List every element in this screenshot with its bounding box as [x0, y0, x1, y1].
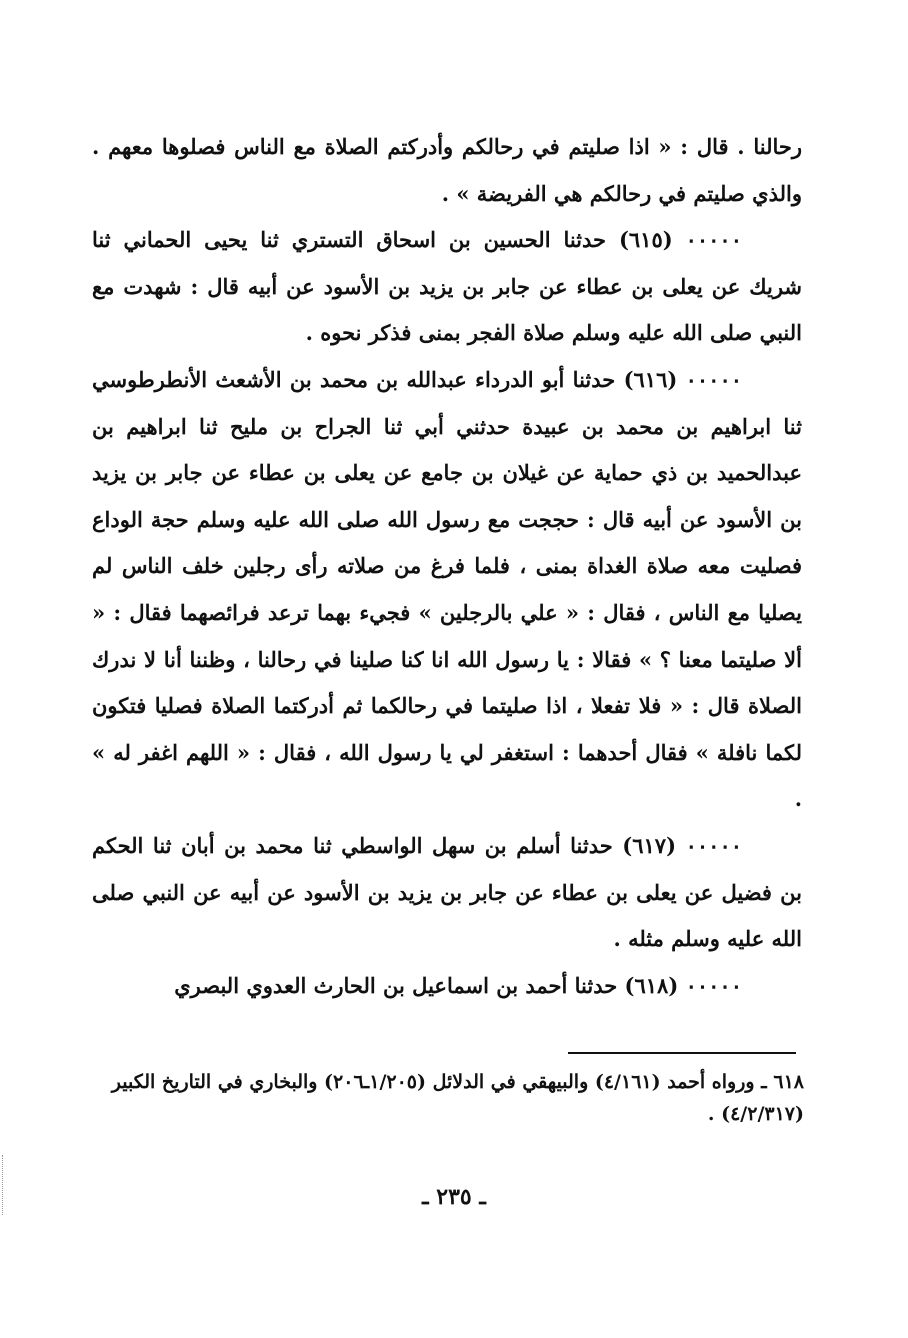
footnote: ٦١٨ ـ ورواه أحمد (٤/١٦١) والبيهقي في الدلائل (١/٢٠٥ـ٢٠٦) والبخاري في التاريخ الكبير (٤/٢/٣١٧) . — [111, 1071, 804, 1125]
main-text — [92, 124, 802, 1009]
hadith-618: ٠٠٠٠٠ (٦١٨) حدثنا أحمد بن اسماعيل بن الحارث العدوي البصري — [174, 972, 742, 998]
scan-edge-mark — [2, 1155, 5, 1215]
hadith-615: ٠٠٠٠٠ (٦١٥) حدثنا الحسين بن اسحاق التستري ثنا يحيى الحماني ثنا شريك عن يعلى بن عطاء عن جابر بن يزيد بن الأسود عن أبيه قال : شهدت مع النبي صلى الله عليه وسلم صلاة الفجر بمنى فذكر نحوه . — [92, 227, 802, 346]
paragraph-continuation: رحالنا . قال : « اذا صليتم في رحالكم وأدركتم الصلاة مع الناس فصلوها معهم . والذي صليتم في رحالكم هي الفريضة » . — [92, 134, 802, 206]
page-number: ـ ٢٣٥ ـ — [422, 1184, 486, 1210]
hadith-617: ٠٠٠٠٠ (٦١٧) حدثنا أسلم بن سهل الواسطي ثنا محمد بن أبان ثنا الحكم بن فضيل عن يعلى بن عطاء عن جابر بن يزيد بن الأسود عن أبيه عن النبي صلى الله عليه وسلم مثله . — [92, 832, 802, 952]
footnote-separator — [568, 1052, 796, 1054]
hadith-616: ٠٠٠٠٠ (٦١٦) حدثنا أبو الدرداء عبدالله بن محمد بن الأشعث الأنطرطوسي ثنا ابراهيم بن محمد بن عبيدة حدثني أبي ثنا الجراح بن مليح ثنا ابراهيم بن عبدالحميد بن ذي حماية عن غيلان بن جامع عن يعلى بن عطاء عن جابر بن يزيد بن الأسود عن أبيه قال : حججت مع رسول الله صلى الله عليه وسلم حجة الوداع فصليت معه صلاة الغداة بمنى ، فلما فرغ من صلاته رأى رجلين خلف الناس لم يصليا مع الناس ، فقال : « علي بالرجلين » فجيء بهما ترعد فرائصهما فقال : « ألا صليتما معنا ؟ » فقالا : يا رسول الله انا كنا صلينا في رحالنا ، وظننا أنا لا ندرك الصلاة قال : « فلا تفعلا ، اذا صليتما في رحالكما ثم أدركتما الصلاة فصليا فتكون لكما نافلة » فقال أحدهما : استغفر لي يا رسول الله ، فقال : « اللهم اغفر له » . — [92, 366, 802, 812]
